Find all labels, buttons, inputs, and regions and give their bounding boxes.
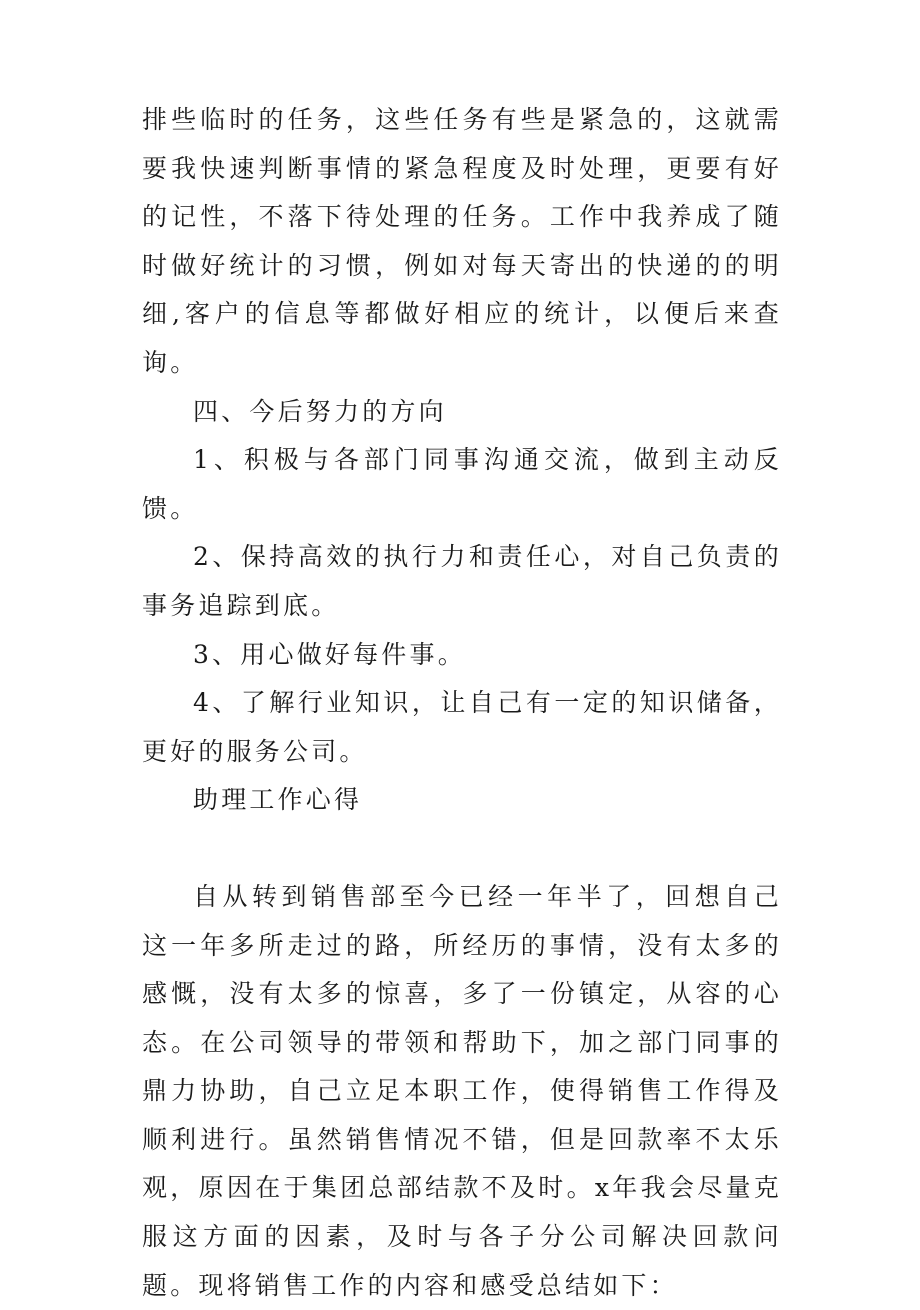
list-item-1: 1、积极与各部门同事沟通交流，做到主动反馈。 [142,445,782,523]
list-item-4: 4、了解行业知识，让自己有一定的知识储备，更好的服务公司。 [142,688,782,766]
list-item-2: 2、保持高效的执行力和责任心，对自己负责的事务追踪到底。 [142,542,782,620]
section-heading-future-direction: 四、今后努力的方向 [193,396,447,426]
list-item-3: 3、用心做好每件事。 [193,639,466,669]
document-page [142,96,782,1310]
paragraph-intro: 自从转到销售部至今已经一年半了，回想自己这一年多所走过的路，所经历的事情，没有太多的感慨，没有太多的惊喜，多了一份镇定，从容的心态。在公司领导的带领和帮助下，加之部门同事的鼎力协助，自己立足本职工作，使得销售工作得及顺利进行。虽然销售情况不错，但是回款率不太乐观，原因在于集团总部结款不及时。x年我会尽量克服这方面的因素，及时与各子分公司解决回款问题。现将销售工作的内容和感受总结如下： [142,881,782,1300]
article-title: 助理工作心得 [193,785,363,815]
paragraph-continuation: 排些临时的任务，这些任务有些是紧急的，这就需要我快速判断事情的紧急程度及时处理，更要有好的记性，不落下待处理的任务。工作中我养成了随时做好统计的习惯，例如对每天寄出的快递的的明细,客户的信息等都做好相应的统计，以便后来查询。 [142,105,782,377]
blank-line [142,825,782,873]
